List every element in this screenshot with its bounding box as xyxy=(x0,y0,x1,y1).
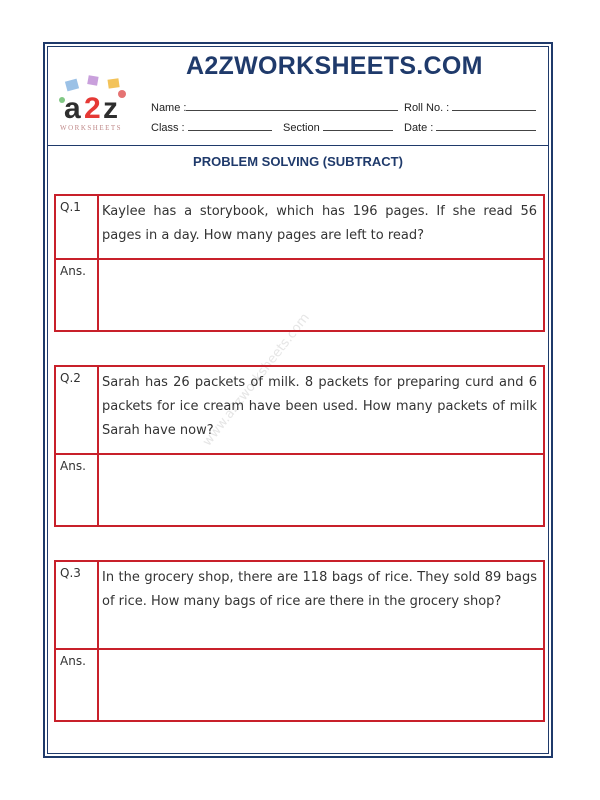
question-row-2 xyxy=(56,367,543,455)
svg-text:2: 2 xyxy=(84,92,101,125)
question-label-3: Q.3 xyxy=(60,566,81,580)
name-line xyxy=(186,100,398,111)
question-row-3 xyxy=(56,562,543,650)
section-label: Section xyxy=(283,122,320,134)
roll-label: Roll No. : xyxy=(404,102,450,114)
question-box-2 xyxy=(54,365,545,527)
name-label: Name : xyxy=(151,102,187,114)
class-label: Class : xyxy=(151,122,185,134)
question-row-1 xyxy=(56,196,543,260)
answer-label-1: Ans. xyxy=(60,264,86,278)
question-label-2: Q.2 xyxy=(60,371,81,385)
section-field[interactable] xyxy=(283,120,393,134)
date-line xyxy=(436,120,536,131)
class-field[interactable] xyxy=(151,120,272,134)
logo-text: WORKSHEETS xyxy=(60,124,123,132)
section-line xyxy=(323,120,393,131)
question-text-2: Sarah has 26 packets of milk. 8 packets for preparing curd and 6 packets for ice cream have been used. How many packets of milk Sarah have now? xyxy=(102,375,537,438)
date-field[interactable] xyxy=(404,120,536,134)
a2z-logo-icon xyxy=(58,74,138,134)
site-title: A2ZWORKSHEETS.COM xyxy=(186,52,483,80)
class-line xyxy=(188,120,272,131)
date-label: Date : xyxy=(404,122,434,134)
question-box-1 xyxy=(54,194,545,332)
watermark: www.a2zworksheets.com xyxy=(200,310,313,450)
roll-field[interactable] xyxy=(404,100,536,114)
question-text-1: Kaylee has a storybook, which has 196 pages. If she read 56 pages in a day. How many pages are left to read? xyxy=(102,204,537,243)
sheet-title: PROBLEM SOLVING (SUBTRACT) xyxy=(193,154,403,169)
question-text-3: In the grocery shop, there are 118 bags of rice. They sold 89 bags of rice. How many bags of rice are there in the grocery shop? xyxy=(102,570,537,609)
answer-area-1[interactable] xyxy=(99,260,543,330)
svg-text:a: a xyxy=(64,92,81,125)
answer-label-2: Ans. xyxy=(60,459,86,473)
answer-label-3: Ans. xyxy=(60,654,86,668)
answer-area-2[interactable] xyxy=(99,455,543,525)
answer-area-3[interactable] xyxy=(99,650,543,720)
roll-line xyxy=(452,100,536,111)
question-box-3 xyxy=(54,560,545,722)
name-field[interactable] xyxy=(151,100,398,114)
svg-text:z: z xyxy=(103,92,118,125)
question-label-1: Q.1 xyxy=(60,200,81,214)
header-divider xyxy=(47,145,549,146)
